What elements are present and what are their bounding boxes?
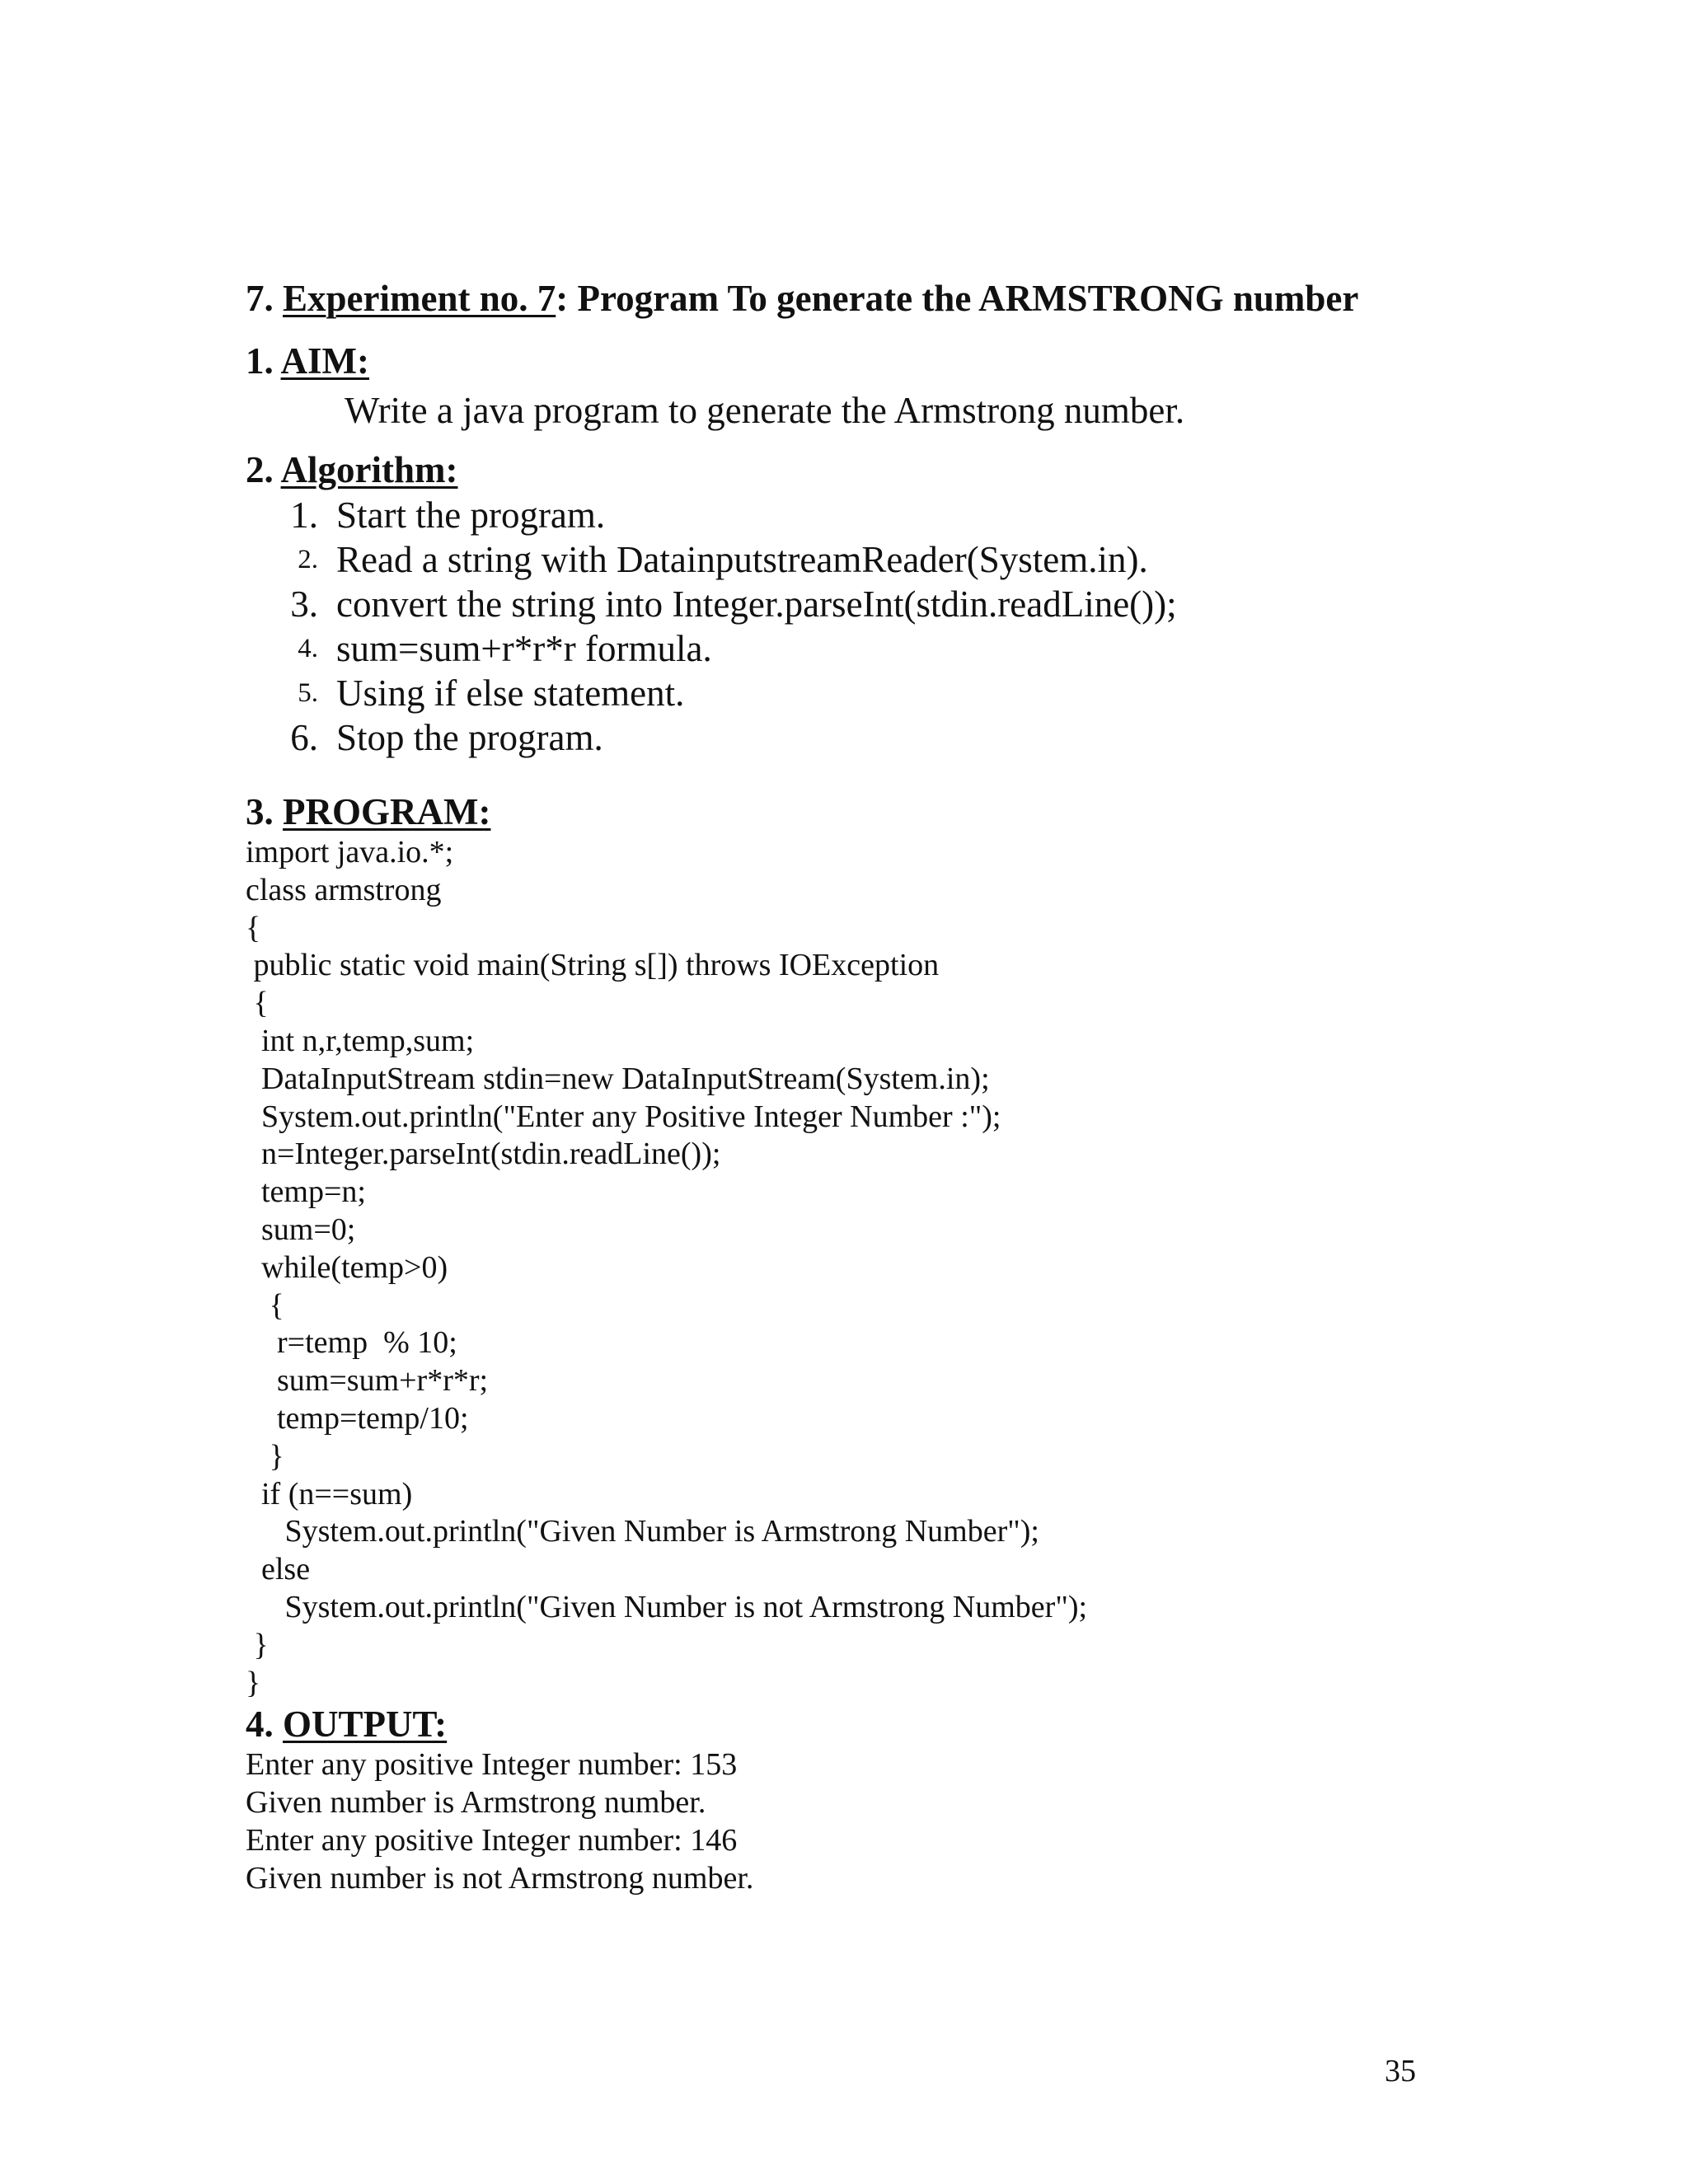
- program-section: [246, 790, 1449, 1702]
- code-line: {: [246, 1287, 284, 1323]
- program-code: [246, 834, 1449, 1702]
- code-line: System.out.println("Enter any Positive Integer Number :");: [246, 1099, 1001, 1134]
- output-line: Given number is not Armstrong number.: [246, 1860, 754, 1896]
- code-line: System.out.println("Given Number is not Armstrong Number");: [246, 1589, 1088, 1624]
- algorithm-step: [246, 582, 1449, 626]
- code-line: r=temp % 10;: [246, 1325, 457, 1361]
- code-line: else: [246, 1552, 311, 1587]
- code-line: }: [246, 1438, 284, 1474]
- code-line: n=Integer.parseInt(stdin.readLine());: [246, 1137, 721, 1172]
- code-line: class armstrong: [246, 872, 442, 907]
- program-heading-text: PROGRAM:: [283, 791, 491, 832]
- step-text: Stop the program.: [336, 717, 603, 758]
- step-text: sum=sum+r*r*r formula.: [336, 628, 712, 669]
- output-line: Enter any positive Integer number: 153: [246, 1747, 738, 1783]
- step-number: 2.: [298, 545, 318, 574]
- code-line: }: [246, 1627, 269, 1662]
- code-line: import java.io.*;: [246, 835, 454, 869]
- code-line: }: [246, 1665, 261, 1700]
- algorithm-number: 2.: [246, 449, 281, 490]
- document-page: [246, 272, 1449, 1898]
- step-number: 3.: [290, 583, 318, 625]
- code-line: sum=0;: [246, 1212, 356, 1247]
- output-heading: [246, 1702, 1449, 1746]
- output-section: [246, 1702, 1449, 1897]
- program-number: 3.: [246, 791, 283, 832]
- experiment-title: [246, 272, 1449, 325]
- code-line: {: [246, 910, 261, 945]
- step-number: 6.: [290, 717, 318, 758]
- aim-number: 1.: [246, 340, 281, 382]
- step-number: 5.: [298, 678, 318, 708]
- algorithm-heading-text: Algorithm:: [280, 449, 458, 490]
- output-line: Given number is Armstrong number.: [246, 1785, 706, 1821]
- code-line: DataInputStream stdin=new DataInputStream(System.in);: [246, 1061, 990, 1096]
- step-text: Using if else statement.: [336, 673, 685, 714]
- algorithm-step: [246, 537, 1449, 582]
- algorithm-heading: [246, 447, 1449, 493]
- aim-heading-text: AIM:: [280, 340, 369, 382]
- algorithm-step: [246, 671, 1449, 715]
- experiment-title-text: : Program To generate the ARMSTRONG number: [556, 278, 1359, 319]
- algorithm-section: [246, 447, 1449, 760]
- output-text: [246, 1746, 1449, 1897]
- aim-section: [246, 336, 1449, 435]
- aim-text: Write a java program to generate the Armstrong number.: [345, 390, 1185, 431]
- step-text: Read a string with DatainputstreamReader(System.in).: [336, 539, 1148, 580]
- algorithm-step: [246, 626, 1449, 671]
- algorithm-step: [246, 493, 1449, 537]
- output-heading-text: OUTPUT:: [283, 1704, 448, 1746]
- output-line: Enter any positive Integer number: 146: [246, 1822, 738, 1858]
- step-text: convert the string into Integer.parseInt(stdin.readLine());: [336, 583, 1177, 625]
- program-heading: [246, 790, 1449, 834]
- algorithm-step: [246, 715, 1449, 760]
- code-line: sum=sum+r*r*r;: [246, 1363, 489, 1399]
- experiment-label: Experiment no. 7: [283, 278, 556, 319]
- code-line: {: [246, 986, 269, 1021]
- code-line: System.out.println("Given Number is Armstrong Number");: [246, 1514, 1039, 1549]
- algorithm-steps: [246, 493, 1449, 760]
- step-text: Start the program.: [336, 494, 606, 536]
- code-line: while(temp>0): [246, 1249, 448, 1285]
- code-line: temp=n;: [246, 1174, 366, 1210]
- step-number: 4.: [298, 634, 318, 663]
- code-line: temp=temp/10;: [246, 1400, 469, 1436]
- code-line: int n,r,temp,sum;: [246, 1023, 475, 1058]
- code-line: if (n==sum): [246, 1476, 413, 1511]
- output-number: 4.: [246, 1704, 283, 1746]
- aim-heading: [246, 336, 1449, 386]
- step-number: 1.: [290, 494, 318, 536]
- page-number: 35: [1385, 2054, 1416, 2088]
- code-line: public static void main(String s[]) throws IOException: [246, 948, 940, 983]
- experiment-number: 7.: [246, 278, 283, 319]
